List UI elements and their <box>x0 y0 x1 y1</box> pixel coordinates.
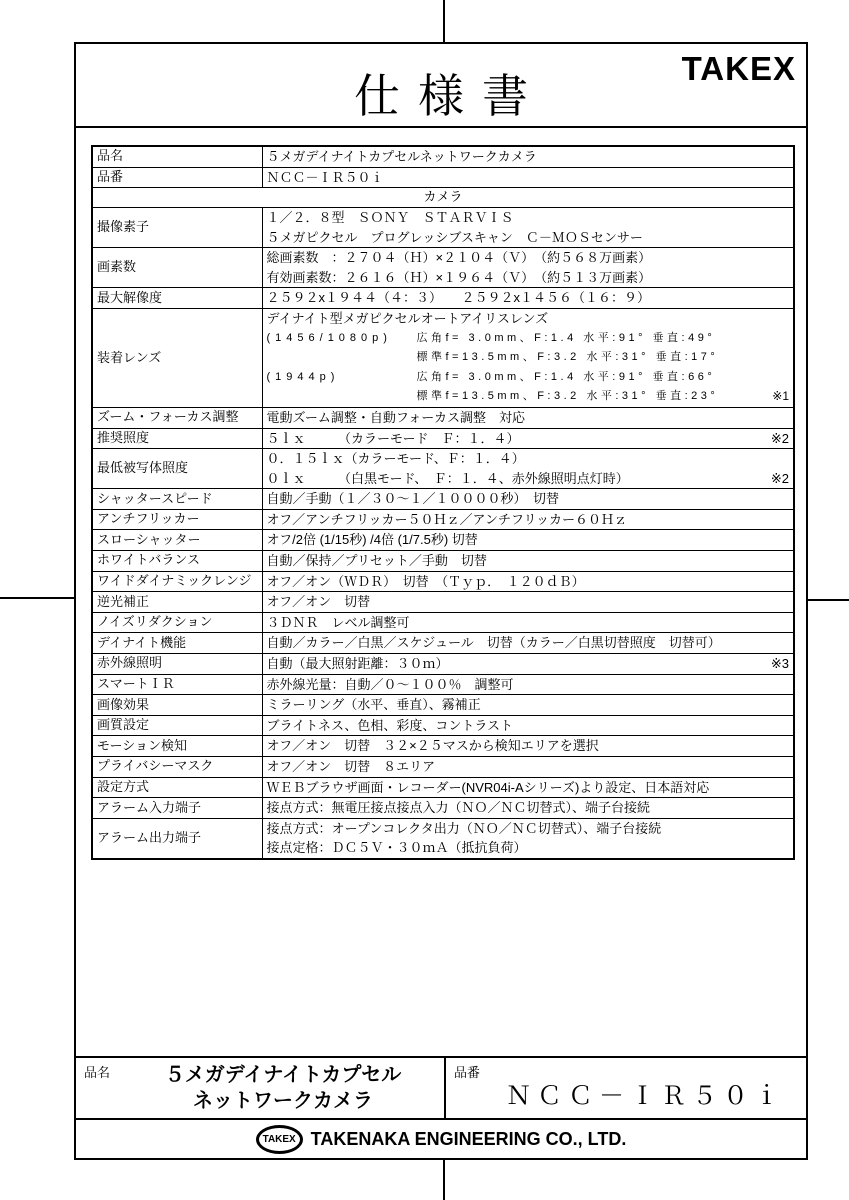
spec-footnote-marker: ※1 <box>772 389 789 404</box>
spec-value-line <box>267 798 790 818</box>
footer-product-name <box>76 1058 444 1114</box>
spec-value <box>262 674 794 695</box>
spec-footnote-marker: ※2 <box>770 430 789 446</box>
spec-value-text: ブライトネス、色相、彩度、コントラスト <box>266 717 513 733</box>
spec-label: 撮像素子 <box>92 207 262 247</box>
spec-label: スマートＩＲ <box>92 674 262 695</box>
spec-value-text: ０．１５ｌｘ（カラーモード、Ｆ：１．４） <box>266 451 525 467</box>
spec-label: ワイドダイナミックレンジ <box>92 571 262 592</box>
sheet-border <box>74 42 808 1160</box>
spec-value-text: オフ／オン 切替 ８エリア <box>266 759 436 775</box>
spec-value-text: 自動／保持／プリセット／手動 切替 <box>266 553 487 569</box>
spec-value-text: 広角f= 3.0mm、F:1.4 水平:91° 垂直:49° <box>416 331 716 344</box>
spec-value-text: ３ＤＮＲ レベル調整可 <box>266 614 410 630</box>
spec-value <box>262 592 794 613</box>
spec-row <box>92 798 794 819</box>
footer-title-row <box>76 1058 806 1120</box>
center-mark-right <box>808 599 849 601</box>
spec-value-line <box>267 168 790 188</box>
spec-value-text: 接点方式：オープンコレクタ出力（ＮＯ／ＮＣ切替式）、端子台接続 <box>266 820 662 836</box>
spec-value <box>262 633 794 654</box>
spec-row <box>92 551 794 572</box>
spec-value <box>262 715 794 736</box>
spec-row <box>92 428 794 449</box>
spec-value-line <box>267 695 790 715</box>
spec-row <box>92 489 794 510</box>
spec-label: モーション検知 <box>92 736 262 757</box>
spec-row <box>92 288 794 309</box>
spec-row <box>92 449 794 489</box>
footer-product-name-cell <box>76 1058 446 1118</box>
spec-label: プライバシーマスク <box>92 757 262 778</box>
spec-value <box>262 551 794 572</box>
spec-value-text: ２５９２x１９４４（４：３） ２５９２x１４５６（１６：９） <box>266 290 651 306</box>
spec-value <box>262 449 794 489</box>
spec-table <box>91 145 795 860</box>
spec-value-text: ５メガデイナイトカプセルネットワークカメラ <box>266 149 537 164</box>
spec-label: スローシャッター <box>92 530 262 551</box>
spec-value-text: ５ｌｘ （カラーモード Ｆ：１．４） <box>266 430 520 446</box>
spec-label: 最大解像度 <box>92 288 262 309</box>
spec-label: 設定方式 <box>92 777 262 798</box>
spec-value-line <box>267 408 790 428</box>
spec-row <box>92 207 794 247</box>
spec-value-line <box>267 592 790 612</box>
spec-label: ズーム・フォーカス調整 <box>92 407 262 428</box>
spec-value-line <box>267 613 790 633</box>
spec-value-text: オフ／オン 切替 ３２×２５マスから検知エリアを選択 <box>266 738 599 754</box>
spec-value-text: 接点定格：ＤＣ５Ｖ・３０ｍＡ（抵抗負荷） <box>266 840 527 856</box>
spec-value-line <box>267 147 790 167</box>
spec-value-line <box>267 838 790 858</box>
spec-value-line <box>267 633 790 653</box>
spec-row <box>92 612 794 633</box>
company-name: TAKENAKA ENGINEERING CO., LTD. <box>310 1128 627 1149</box>
takex-logo: TAKEX <box>681 50 796 87</box>
spec-label: ノイズリダクション <box>92 612 262 633</box>
spec-value-line <box>267 449 790 469</box>
spec-label: 画素数 <box>92 248 262 288</box>
spec-label: 品番 <box>92 167 262 188</box>
spec-row <box>92 571 794 592</box>
spec-value-line <box>267 429 790 449</box>
spec-row <box>92 654 794 675</box>
spec-value <box>262 407 794 428</box>
spec-value-line <box>267 348 790 368</box>
spec-value-line <box>267 248 790 268</box>
spec-row <box>92 736 794 757</box>
spec-value <box>262 146 794 167</box>
spec-value <box>262 777 794 798</box>
footer-block <box>74 1056 808 1160</box>
spec-footnote-marker: ※3 <box>770 656 789 672</box>
spec-value <box>262 654 794 675</box>
title-block <box>76 44 806 128</box>
spec-row <box>92 715 794 736</box>
spec-label: 画質設定 <box>92 715 262 736</box>
spec-value-line <box>267 530 790 550</box>
spec-value-text: デイナイト型メガピクセルオートアイリスレンズ <box>266 310 549 326</box>
spec-value-text: 自動（最大照射距離：３０ｍ） <box>266 656 449 672</box>
spec-value-text: オフ／オン 切替 <box>266 594 371 610</box>
spec-value-text: 標準f=13.5mm、F:3.2 水平:31° 垂直:17° <box>416 351 719 364</box>
spec-value-text: オフ/2倍 (1/15秒) /4倍 (1/7.5秒) 切替 <box>266 532 478 548</box>
spec-value <box>262 248 794 288</box>
spec-value-line <box>267 469 790 489</box>
spec-value <box>262 818 794 859</box>
spec-value-text: ０ｌｘ （白黒モード、 Ｆ：１．４、赤外線照明点灯時） <box>266 470 629 486</box>
spec-label: 最低被写体照度 <box>92 449 262 489</box>
spec-value-text: 自動／カラー／白黒／スケジュール 切替（カラー／白黒切替照度 切替可） <box>266 635 721 651</box>
spec-value <box>262 736 794 757</box>
spec-value-line <box>267 387 790 407</box>
spec-row <box>92 695 794 716</box>
spec-value-line <box>267 778 790 798</box>
spec-value-line <box>267 208 790 228</box>
spec-value-text: 広角f= 3.0mm、F:1.4 水平:91° 垂直:66° <box>416 370 716 383</box>
spec-value-prefix: (1944p) <box>266 370 340 383</box>
spec-value <box>262 757 794 778</box>
spec-label: 逆光補正 <box>92 592 262 613</box>
spec-label: 赤外線照明 <box>92 654 262 675</box>
spec-row <box>92 530 794 551</box>
spec-value-line <box>267 736 790 756</box>
spec-value-text: 自動／手動（１／３０～１／１００００秒） 切替 <box>266 491 560 507</box>
spec-value-line <box>267 572 790 592</box>
spec-value-prefix: (1456/1080p) <box>266 331 392 344</box>
spec-row <box>92 188 794 208</box>
footer-model-cell <box>446 1058 806 1118</box>
spec-footnote-marker: ※2 <box>770 470 789 486</box>
spec-value <box>262 798 794 819</box>
spec-value-line <box>267 819 790 839</box>
spec-row <box>92 592 794 613</box>
spec-value <box>262 612 794 633</box>
spec-value-text: オフ／アンチフリッカー５０Ｈｚ／アンチフリッカー６０Ｈｚ <box>266 511 627 527</box>
spec-row <box>92 146 794 167</box>
spec-value-text: 接点方式：無電圧接点接点入力（ＮＯ／ＮＣ切替式）、端子台接続 <box>266 800 651 816</box>
spec-value <box>262 207 794 247</box>
spec-value-line <box>267 716 790 736</box>
spec-row <box>92 308 794 407</box>
spec-label: 品名 <box>92 146 262 167</box>
footer-company-row <box>76 1120 806 1158</box>
spec-label: アンチフリッカー <box>92 509 262 530</box>
spec-value <box>262 288 794 309</box>
spec-value <box>262 489 794 510</box>
footer-name-label: 品名 <box>84 1065 111 1080</box>
spec-label: ホワイトバランス <box>92 551 262 572</box>
spec-value-line <box>267 489 790 509</box>
spec-row <box>92 757 794 778</box>
spec-value-line <box>267 329 790 349</box>
center-mark-bottom <box>443 1158 445 1200</box>
spec-label: シャッタースピード <box>92 489 262 510</box>
page-title: 仕様書 <box>354 70 546 122</box>
spec-row <box>92 633 794 654</box>
spec-row <box>92 777 794 798</box>
center-mark-left <box>0 597 75 599</box>
spec-value <box>262 571 794 592</box>
takex-oval-logo-text: TAKEX <box>262 1133 296 1145</box>
spec-value <box>262 509 794 530</box>
spec-value-text: 有効画素数：２６１６（Ｈ）×１９６４（Ｖ） （約５１３万画素） <box>266 269 652 285</box>
spec-value-text: 赤外線光量：自動／０～１００％ 調整可 <box>266 676 514 692</box>
footer-product-name-line1: ５メガデイナイトカプセル <box>164 1064 402 1086</box>
spec-value-text: １／２．８型 ＳＯＮＹ ＳＴＡＲＶＩＳ <box>266 209 514 225</box>
spec-value-text: 標準f=13.5mm、F:3.2 水平:31° 垂直:23° <box>416 390 719 403</box>
spec-row <box>92 509 794 530</box>
spec-value-line <box>267 368 790 388</box>
spec-row <box>92 674 794 695</box>
spec-row <box>92 248 794 288</box>
spec-value-text: 総画素数 ：２７０４（Ｈ）×２１０４（Ｖ） （約５６８万画素） <box>266 250 652 266</box>
spec-label: 装着レンズ <box>92 308 262 407</box>
spec-row <box>92 818 794 859</box>
spec-value-text: ＮＣＣ－ＩＲ５０ｉ <box>266 169 384 185</box>
spec-value <box>262 167 794 188</box>
spec-value-line <box>267 309 790 329</box>
center-mark-top <box>443 0 445 42</box>
spec-value-line <box>267 228 790 248</box>
spec-label: 画像効果 <box>92 695 262 716</box>
spec-row <box>92 167 794 188</box>
spec-value <box>262 428 794 449</box>
spec-label: デイナイト機能 <box>92 633 262 654</box>
spec-label: 推奨照度 <box>92 428 262 449</box>
spec-value-text: 電動ズーム調整・自動フォーカス調整 対応 <box>266 409 525 425</box>
spec-value-text: オフ／オン（ＷＤＲ） 切替 （Ｔｙｐ． １２０ｄＢ） <box>266 573 585 589</box>
spec-label: アラーム出力端子 <box>92 818 262 859</box>
spec-value <box>262 530 794 551</box>
takex-oval-logo <box>256 1125 303 1154</box>
spec-value <box>262 308 794 407</box>
section-header: カメラ <box>92 188 794 208</box>
footer-product-name-line2: ネットワークカメラ <box>193 1090 373 1112</box>
footer-model-number: ＮＣＣ－ＩＲ５０ｉ <box>506 1082 786 1110</box>
spec-value-line <box>267 654 790 674</box>
spec-value-line <box>267 510 790 530</box>
spec-value-line <box>267 551 790 571</box>
spec-body-area <box>76 128 806 1058</box>
spec-value-text: ＷＥＢブラウザ画面・レコーダー(NVR04i-Aシリーズ)より設定、日本語対応 <box>266 779 710 795</box>
spec-value-line <box>267 675 790 695</box>
footer-model-label: 品番 <box>454 1065 481 1080</box>
spec-label: アラーム入力端子 <box>92 798 262 819</box>
spec-value-text: ５メガピクセル プログレッシブスキャン Ｃ－ＭＯＳセンサー <box>266 229 643 245</box>
spec-value-line <box>267 288 790 308</box>
spec-value-text: ミラーリング（水平、垂直）、霧補正 <box>266 697 481 713</box>
spec-value-line <box>267 268 790 288</box>
spec-value-line <box>267 757 790 777</box>
spec-row <box>92 407 794 428</box>
spec-value <box>262 695 794 716</box>
